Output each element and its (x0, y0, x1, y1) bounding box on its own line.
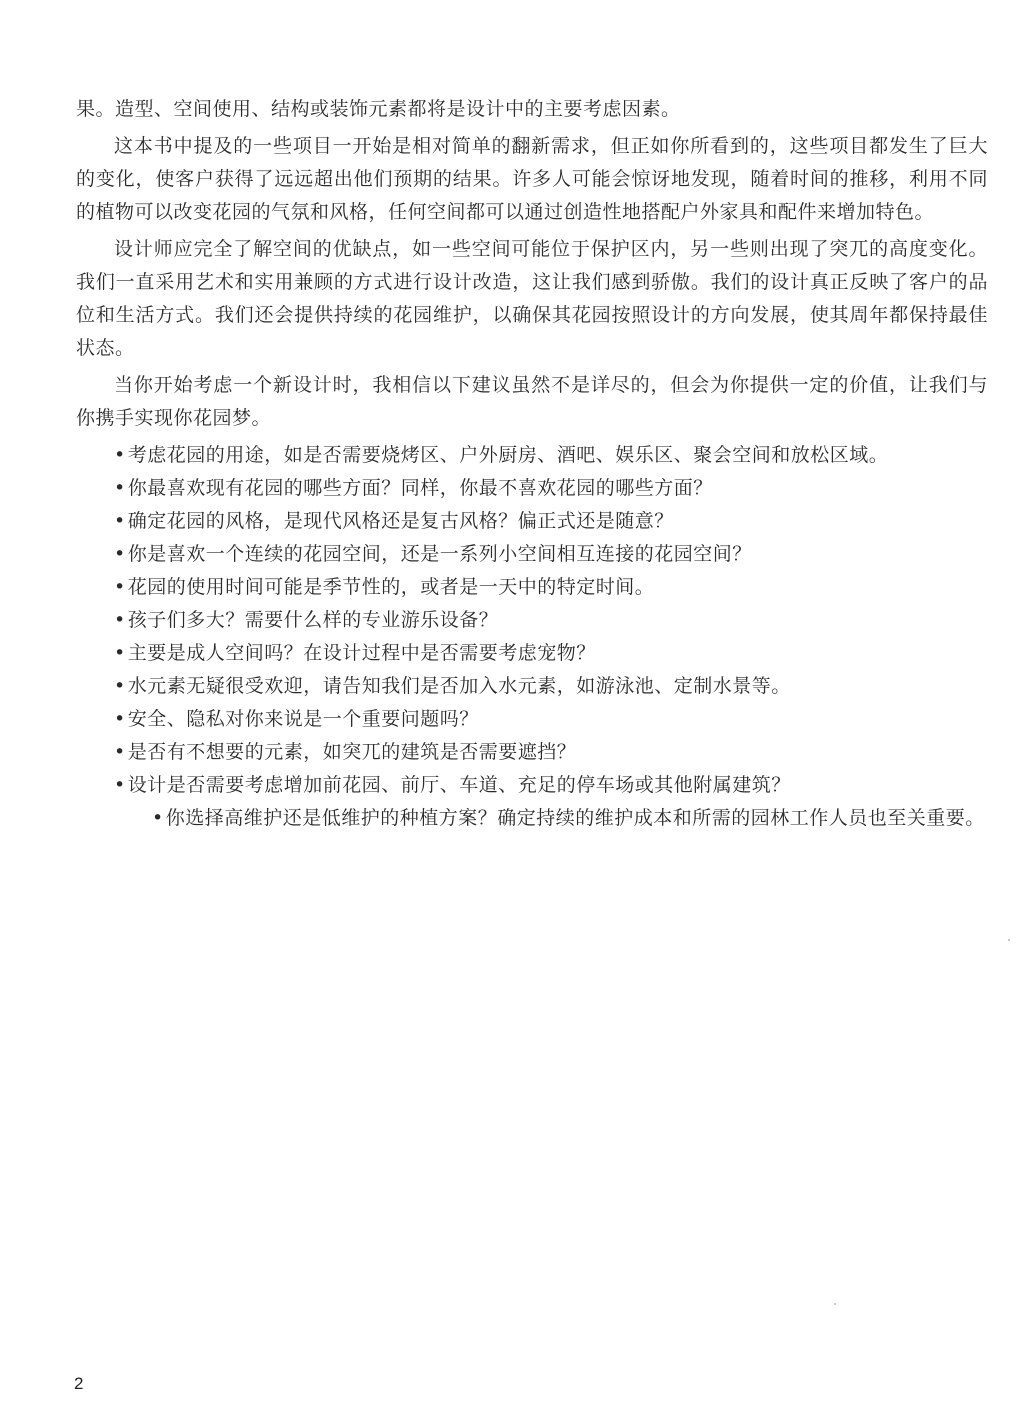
bullet-mark: • (114, 609, 126, 631)
list-item-text: 主要是成人空间吗？在设计过程中是否需要考虑宠物？ (127, 642, 596, 664)
bullet-mark: • (114, 708, 126, 730)
scan-speck (834, 1303, 836, 1305)
list-item-text: 花园的使用时间可能是季节性的，或者是一天中的特定时间。 (127, 576, 655, 598)
list-item (76, 802, 988, 835)
list-item (76, 703, 988, 736)
list-item (76, 472, 988, 505)
list-item (76, 538, 988, 571)
paragraph-designer: 设计师应完全了解空间的优缺点，如一些空间可能位于保护区内，另一些则出现了突兀的高度变化。我们一直采用艺术和实用兼顾的方式进行设计改造，这让我们感到骄傲。我们的设计真正反映了客户的品位和生活方式。我们还会提供持续的花园维护，以确保其花园按照设计的方向发展，使其周年都保持最佳状态。 (76, 238, 988, 359)
bullet-mark: • (152, 807, 164, 829)
advice-list (76, 439, 988, 835)
paragraph-advice-intro: 当你开始考虑一个新设计时，我相信以下建议虽然不是详尽的，但会为你提供一定的价值，让我们与你携手实现你花园梦。 (76, 374, 988, 429)
list-item (76, 439, 988, 472)
list-item-text: 你最喜欢现有花园的哪些方面？同样，你最不喜欢花园的哪些方面？ (127, 477, 713, 499)
bullet-mark: • (114, 444, 126, 466)
list-item-text: 你选择高维护还是低维护的种植方案？确定持续的维护成本和所需的园林工作人员也至关重要。 (165, 807, 985, 829)
list-item (76, 604, 988, 637)
scan-speck (1008, 939, 1010, 941)
body-text (76, 93, 988, 835)
list-item-text: 确定花园的风格，是现代风格还是复古风格？偏正式还是随意？ (127, 510, 674, 532)
bullet-mark: • (114, 741, 126, 763)
bullet-mark: • (114, 642, 126, 664)
list-item (76, 505, 988, 538)
bullet-mark: • (114, 675, 126, 697)
list-item-text: 考虑花园的用途，如是否需要烧烤区、户外厨房、酒吧、娱乐区、聚会空间和放松区域。 (127, 444, 889, 466)
bullet-mark: • (114, 477, 126, 499)
list-item (76, 769, 988, 802)
bullet-mark: • (114, 576, 126, 598)
list-item-text: 你是喜欢一个连续的花园空间，还是一系列小空间相互连接的花园空间？ (127, 543, 752, 565)
list-item-text: 安全、隐私对你来说是一个重要问题吗？ (127, 708, 479, 730)
bullet-mark: • (114, 510, 126, 532)
list-item-text: 设计是否需要考虑增加前花园、前厅、车道、充足的停车场或其他附属建筑？ (127, 774, 791, 796)
list-item (76, 736, 988, 769)
bullet-mark: • (114, 543, 126, 565)
paragraph-projects: 这本书中提及的一些项目一开始是相对简单的翻新需求，但正如你所看到的，这些项目都发生了巨大的变化，使客户获得了远远超出他们预期的结果。许多人可能会惊讶地发现，随着时间的推移，利用不同的植物可以改变花园的气氛和风格，任何空间都可以通过创造性地搭配户外家具和配件来增加特色。 (76, 135, 988, 223)
bullet-mark: • (114, 774, 126, 796)
list-item-text: 是否有不想要的元素，如突兀的建筑是否需要遮挡？ (127, 741, 577, 763)
list-item (76, 670, 988, 703)
list-item (76, 637, 988, 670)
list-item-text: 孩子们多大？需要什么样的专业游乐设备？ (127, 609, 499, 631)
list-item-text: 水元素无疑很受欢迎，请告知我们是否加入水元素，如游泳池、定制水景等。 (127, 675, 791, 697)
page-number: 2 (74, 1374, 84, 1393)
paragraph-continued: 果。造型、空间使用、结构或装饰元素都将是设计中的主要考虑因素。 (76, 98, 681, 120)
list-item (76, 571, 988, 604)
